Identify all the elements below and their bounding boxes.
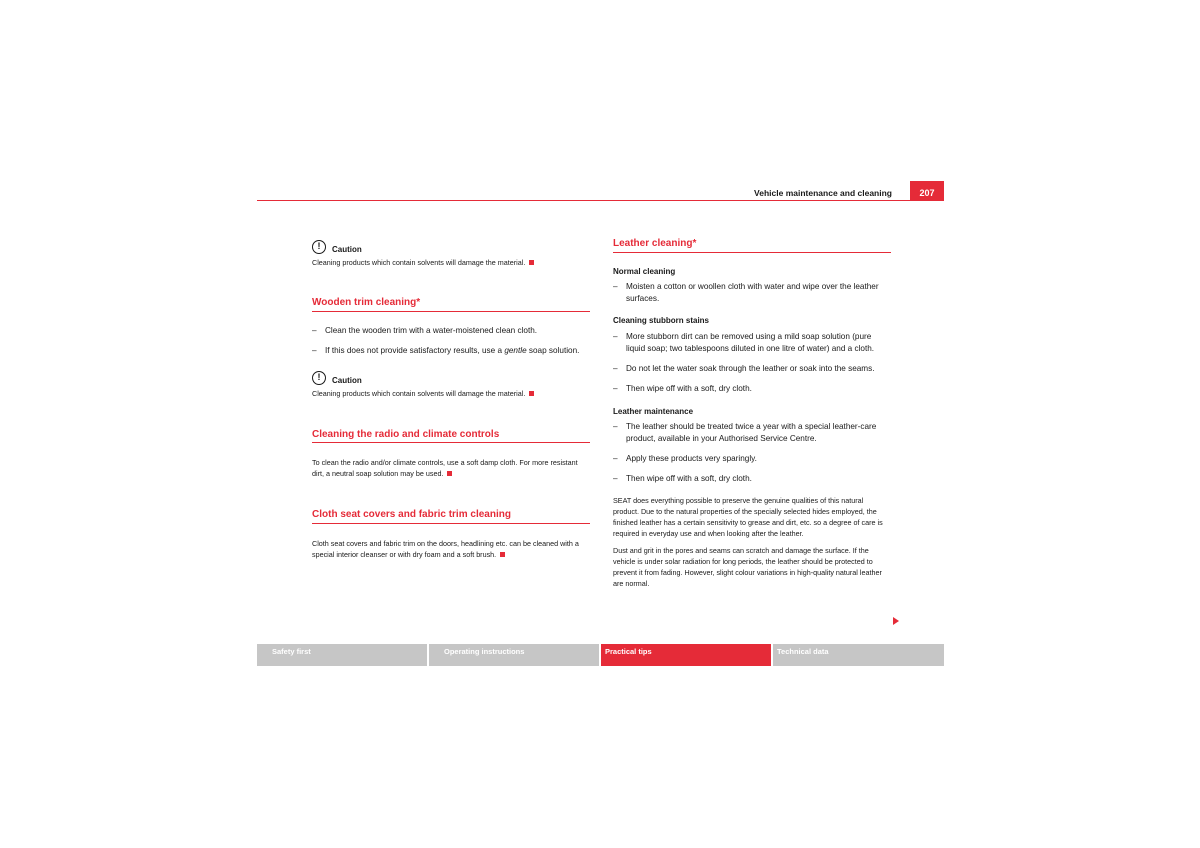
list-item: – Moisten a cotton or woollen cloth with water and wipe over the leather surfaces. [613, 282, 879, 303]
subheading-normal-cleaning: Normal cleaning [613, 266, 676, 276]
radio-text: To clean the radio and/or climate controls, use a soft damp cloth. For more resistant dirt, a neutral soap solution may be used. [312, 458, 578, 478]
caution-text: Cleaning products which contain solvents will damage the material. [312, 257, 590, 268]
caution-label: Caution [332, 245, 362, 254]
section-heading-leather: Leather cleaning* [613, 238, 891, 253]
caution-text: Cleaning products which contain solvents will damage the material. [312, 388, 590, 399]
end-of-section-icon [529, 391, 534, 396]
section-heading-wooden-trim: Wooden trim cleaning* [312, 297, 590, 312]
list-item: – Clean the wooden trim with a water-moistened clean cloth. [312, 325, 538, 335]
list-item: – The leather should be treated twice a year with a special leather-care product, available in your Authorised Service Centre. [613, 422, 877, 443]
footer-tab-practical-tips[interactable]: Practical tips [601, 644, 771, 666]
leather-paragraph-2: Dust and grit in the pores and seams can scratch and damage the surface. If the vehicle is under solar radiation for long periods, the leather should be protected to prevent it from fading. However, slight colour variations in high-quality natural leather are normal. [613, 546, 882, 588]
list-item: – Apply these products very sparingly. [613, 454, 757, 463]
left-column [312, 240, 590, 560]
list-item: – Do not let the water soak through the leather or soak into the seams. [613, 363, 875, 373]
running-header-title: Vehicle maintenance and cleaning [754, 188, 892, 198]
subheading-stubborn-stains: Cleaning stubborn stains [613, 316, 710, 325]
list-item: – Then wipe off with a soft, dry cloth. [613, 474, 752, 483]
section-heading-cloth-seat: Cloth seat covers and fabric trim cleaning [312, 509, 590, 524]
wooden-trim-list [312, 325, 590, 357]
end-of-section-icon [447, 471, 452, 476]
page-number-badge: 207 [910, 181, 944, 201]
right-column [613, 238, 891, 589]
footer-tab-technical-data[interactable]: Technical data [773, 644, 944, 666]
leather-paragraph-1: SEAT does everything possible to preserve the genuine qualities of this natural product. Due to the natural properties of the specially selected hides employed, the finished leather has a certain sensitivity to grease and dirt, etc. so a degree of care is required in everyday use and when looking after the leather. [613, 496, 883, 538]
caution-notice [312, 240, 590, 268]
subheading-leather-maintenance: Leather maintenance [613, 406, 694, 416]
stubborn-stains-list [613, 331, 891, 395]
list-item: – Then wipe off with a soft, dry cloth. [613, 383, 752, 393]
caution-icon: ! [312, 240, 326, 254]
leather-maintenance-list [613, 421, 891, 485]
header-rule [257, 200, 944, 201]
normal-cleaning-list [613, 281, 891, 305]
cloth-seat-text: Cloth seat covers and fabric trim on the doors, headlining etc. can be cleaned with a special interior cleanser or with dry foam and a soft brush. [312, 538, 579, 559]
end-of-section-icon [500, 552, 505, 557]
section-heading-radio: Cleaning the radio and climate controls [312, 429, 590, 444]
caution-notice [312, 371, 590, 399]
caution-icon: ! [312, 371, 326, 385]
caution-label: Caution [332, 375, 362, 385]
continue-arrow-icon [893, 617, 899, 625]
footer-tab-safety-first[interactable]: Safety first [257, 644, 427, 666]
list-item: – If this does not provide satisfactory results, use a gentle soap solution. [312, 345, 580, 355]
end-of-section-icon [529, 260, 534, 265]
footer-tab-operating-instructions[interactable]: Operating instructions [429, 644, 599, 666]
list-item: – More stubborn dirt can be removed using a mild soap solution (pure liquid soap; two tablespoons diluted in one litre of water) and a cloth. [613, 331, 875, 353]
